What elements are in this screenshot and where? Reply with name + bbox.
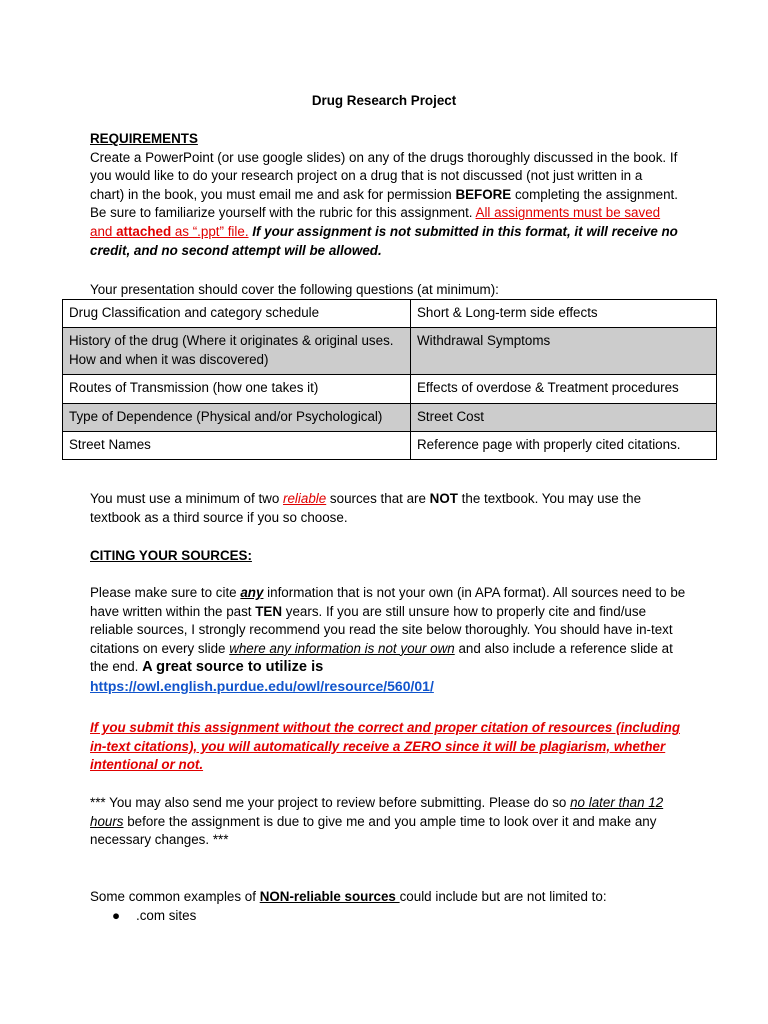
table-cell-topic: Reference page with properly cited citations. (411, 432, 717, 460)
citing-text-1: Please make sure to cite (90, 585, 241, 600)
table-cell-topic: History of the drug (Where it originates & original uses. How and when it was discovered) (63, 328, 411, 375)
list-item-text: .com sites (136, 908, 197, 923)
sources-text-2: sources that are (326, 491, 430, 506)
before-emphasis: BEFORE (455, 186, 512, 202)
non-reliable-emphasis: NON-reliable sources (259, 889, 400, 904)
purdue-owl-link[interactable]: https://owl.english.purdue.edu/owl/resource/560/01/ (90, 677, 434, 694)
any-emphasis: any (240, 585, 264, 600)
not-emphasis: NOT (429, 491, 458, 506)
topics-table (62, 299, 717, 460)
format-warning: If your assignment is not submitted in this format, it will receive no credit, and no second attempt will be allowed. (90, 223, 678, 258)
requirements-section (90, 130, 680, 260)
citing-text-2: information that is not your own (in APA format). All sources need to be have written within the past (90, 585, 686, 619)
plagiarism-warning: If you submit this assignment without the correct and proper citation of resources (including in-text citations), you will automatically receive a ZERO since it will be plagiarism, whether intentional or not. (90, 720, 680, 773)
attached-emphasis: attached (116, 223, 172, 239)
review-text-2: before the assignment is due to give me and you ample time to look over it and make any necessary changes. *** (90, 813, 657, 848)
examples-paragraph (90, 888, 690, 907)
reliable-emphasis: reliable (283, 491, 327, 506)
requirements-text-1: Create a PowerPoint (or use google slides) on any of the drugs thoroughly discussed in the book. If you would like to do your research project on a drug that is not discussed (not just written in a chart) in the book, you must email me and ask for permission (90, 149, 678, 202)
list-item (112, 907, 196, 926)
review-paragraph (90, 794, 690, 850)
bullet-icon: ● (112, 908, 121, 923)
table-intro: Your presentation should cover the following questions (at minimum): (90, 282, 499, 297)
ten-emphasis: TEN (255, 603, 283, 619)
citing-heading: CITING YOUR SOURCES: (90, 548, 252, 563)
sources-text-1: You must use a minimum of two (90, 491, 284, 506)
examples-text-1: Some common examples of (90, 889, 260, 904)
document-title: Drug Research Project (311, 93, 457, 108)
great-source-label: A great source to utilize is (142, 659, 324, 676)
table-row (63, 328, 717, 375)
requirements-text-2: completing the assignment. Be sure to familiarize yourself with the rubric for this assignment. (90, 186, 678, 221)
review-text-1: *** You may also send me your project to review before submitting. Please do so (90, 795, 571, 810)
table-row (63, 432, 717, 460)
sources-paragraph (90, 490, 690, 527)
table-row (63, 300, 717, 328)
table-cell-topic: Street Cost (411, 403, 717, 431)
table-cell-topic: Short & Long-term side effects (411, 300, 717, 328)
table-cell-topic: Type of Dependence (Physical and/or Psychological) (63, 403, 411, 431)
citing-text-4: and also include a reference slide at the end. (90, 640, 673, 675)
table-cell-topic: Drug Classification and category schedule (63, 300, 411, 328)
requirements-heading: REQUIREMENTS (90, 131, 198, 146)
sources-text-3: the textbook. You may use the textbook as a third source if you so choose. (90, 491, 642, 525)
citing-text-3: years. If you are still unsure how to properly cite and find/use reliable sources, I strongly recommend you read the site below thoroughly. You should have in-text citations on every slide (90, 603, 673, 656)
table-cell-topic: Routes of Transmission (how one takes it) (63, 375, 411, 403)
table-row (63, 375, 717, 403)
citing-paragraph (90, 584, 690, 697)
table-cell-topic: Effects of overdose & Treatment procedures (411, 375, 717, 403)
deadline-emphasis: no later than 12 hours (90, 795, 664, 829)
file-format-notice-1: All assignments must be saved and (90, 205, 661, 239)
table-cell-topic: Street Names (63, 432, 411, 460)
file-format-notice-2: as “.ppt” file. (171, 223, 249, 239)
where-emphasis: where any information is not your own (229, 640, 455, 656)
table-cell-topic: Withdrawal Symptoms (411, 328, 717, 375)
requirements-paragraph (90, 149, 680, 261)
examples-text-2: could include but are not limited to: (399, 889, 607, 904)
table-row (63, 403, 717, 431)
